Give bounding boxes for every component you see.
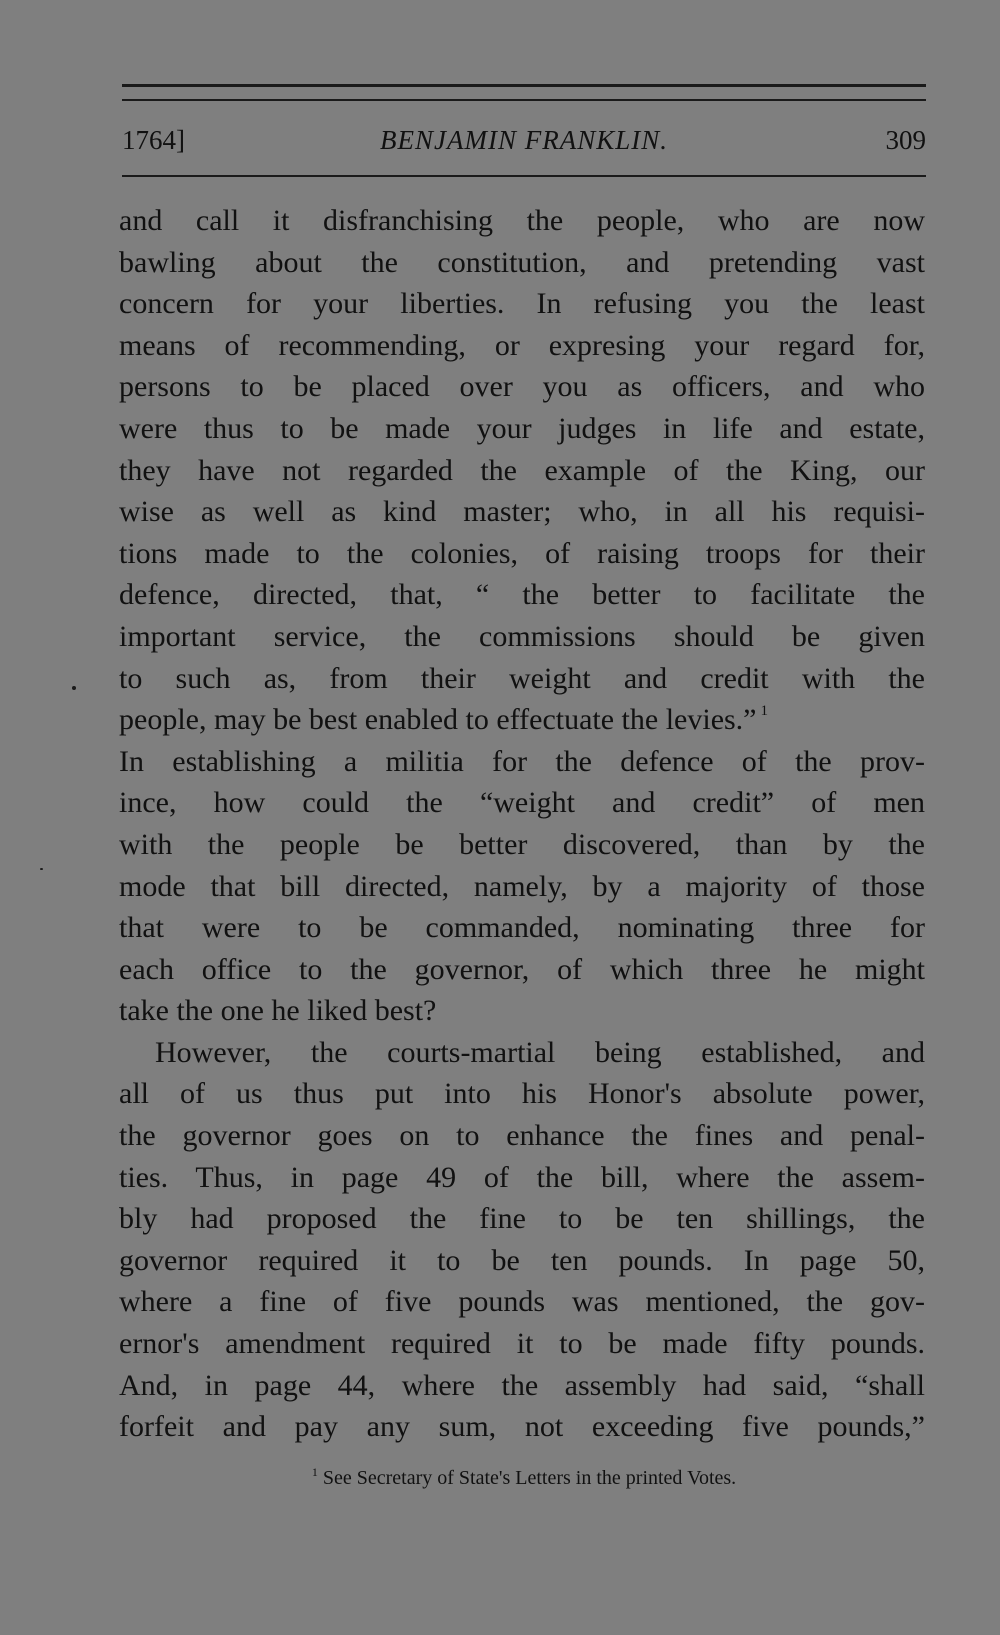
- text-line: important service, the commissions should be given: [119, 619, 925, 653]
- text-line: And, in page 44, where the assembly had said, “shall: [119, 1368, 925, 1402]
- footnote-reference: 1: [760, 703, 768, 720]
- footnote-marker: 1: [311, 1465, 318, 1479]
- text-line: defence, directed, that, “ the better to facilitate the: [119, 578, 925, 612]
- text-line: concern for your liberties. In refusing you the least: [119, 287, 925, 321]
- text-line: to such as, from their weight and credit with the: [119, 661, 925, 695]
- text-line: ties. Thus, in page 49 of the bill, where the assem-: [119, 1160, 925, 1194]
- text-line: persons to be placed over you as officers, and who: [119, 370, 925, 404]
- text-line: were thus to be made your judges in life and estate,: [119, 411, 925, 445]
- header-title: BENJAMIN FRANKLIN.: [380, 125, 668, 155]
- text-line: take the one he liked best?: [119, 994, 437, 1028]
- text-line: means of recommending, or expresing your regard for,: [119, 328, 925, 362]
- text-line: all of us thus put into his Honor's absolute power,: [119, 1077, 925, 1111]
- footnote: [122, 1464, 926, 1492]
- page-number: 309: [885, 125, 926, 155]
- header-year: 1764]: [122, 125, 185, 155]
- top-rule-thin: [122, 99, 926, 101]
- text-line: bawling about the constitution, and pretending vast: [119, 245, 925, 279]
- top-rule: [122, 84, 926, 87]
- text-line: with the people be better discovered, than by the: [119, 827, 925, 861]
- text-line: ernor's amendment required it to be made fifty pounds.: [119, 1327, 925, 1361]
- text-line: that were to be commanded, nominating three for: [119, 911, 925, 945]
- text-line-paragraph-start: However, the courts-martial being established, and: [155, 1035, 925, 1069]
- header-rule: [122, 175, 926, 177]
- text-line: the governor goes on to enhance the fines and penal-: [119, 1119, 925, 1153]
- text-line: each office to the governor, of which three he might: [119, 952, 925, 986]
- text-line: wise as well as kind master; who, in all his requisi-: [119, 495, 925, 529]
- text-line: In establishing a militia for the defence of the prov-: [119, 744, 925, 778]
- body-text: [119, 200, 925, 1448]
- text-line: people, may be best enabled to effectuate the levies.”: [119, 703, 757, 737]
- text-line: forfeit and pay any sum, not exceeding five pounds,”: [119, 1410, 925, 1444]
- text-line: and call it disfranchising the people, who are now: [119, 204, 925, 237]
- text-line: ince, how could the “weight and credit” of men: [119, 786, 925, 820]
- text-line: governor required it to be ten pounds. In page 50,: [119, 1243, 925, 1277]
- text-line: tions made to the colonies, of raising troops for their: [119, 536, 925, 570]
- scan-speck: [40, 868, 43, 870]
- text-line: where a fine of five pounds was mentioned, the gov-: [119, 1285, 925, 1319]
- footnote-text: See Secretary of State's Letters in the printed Votes.: [322, 1467, 737, 1489]
- text-line: they have not regarded the example of the King, our: [119, 453, 925, 487]
- running-head: [122, 120, 926, 160]
- scan-speck: [72, 686, 76, 690]
- text-line: bly had proposed the fine to be ten shillings, the: [119, 1202, 925, 1236]
- text-line-with-footnote: [119, 699, 925, 741]
- text-line: mode that bill directed, namely, by a majority of those: [119, 869, 925, 903]
